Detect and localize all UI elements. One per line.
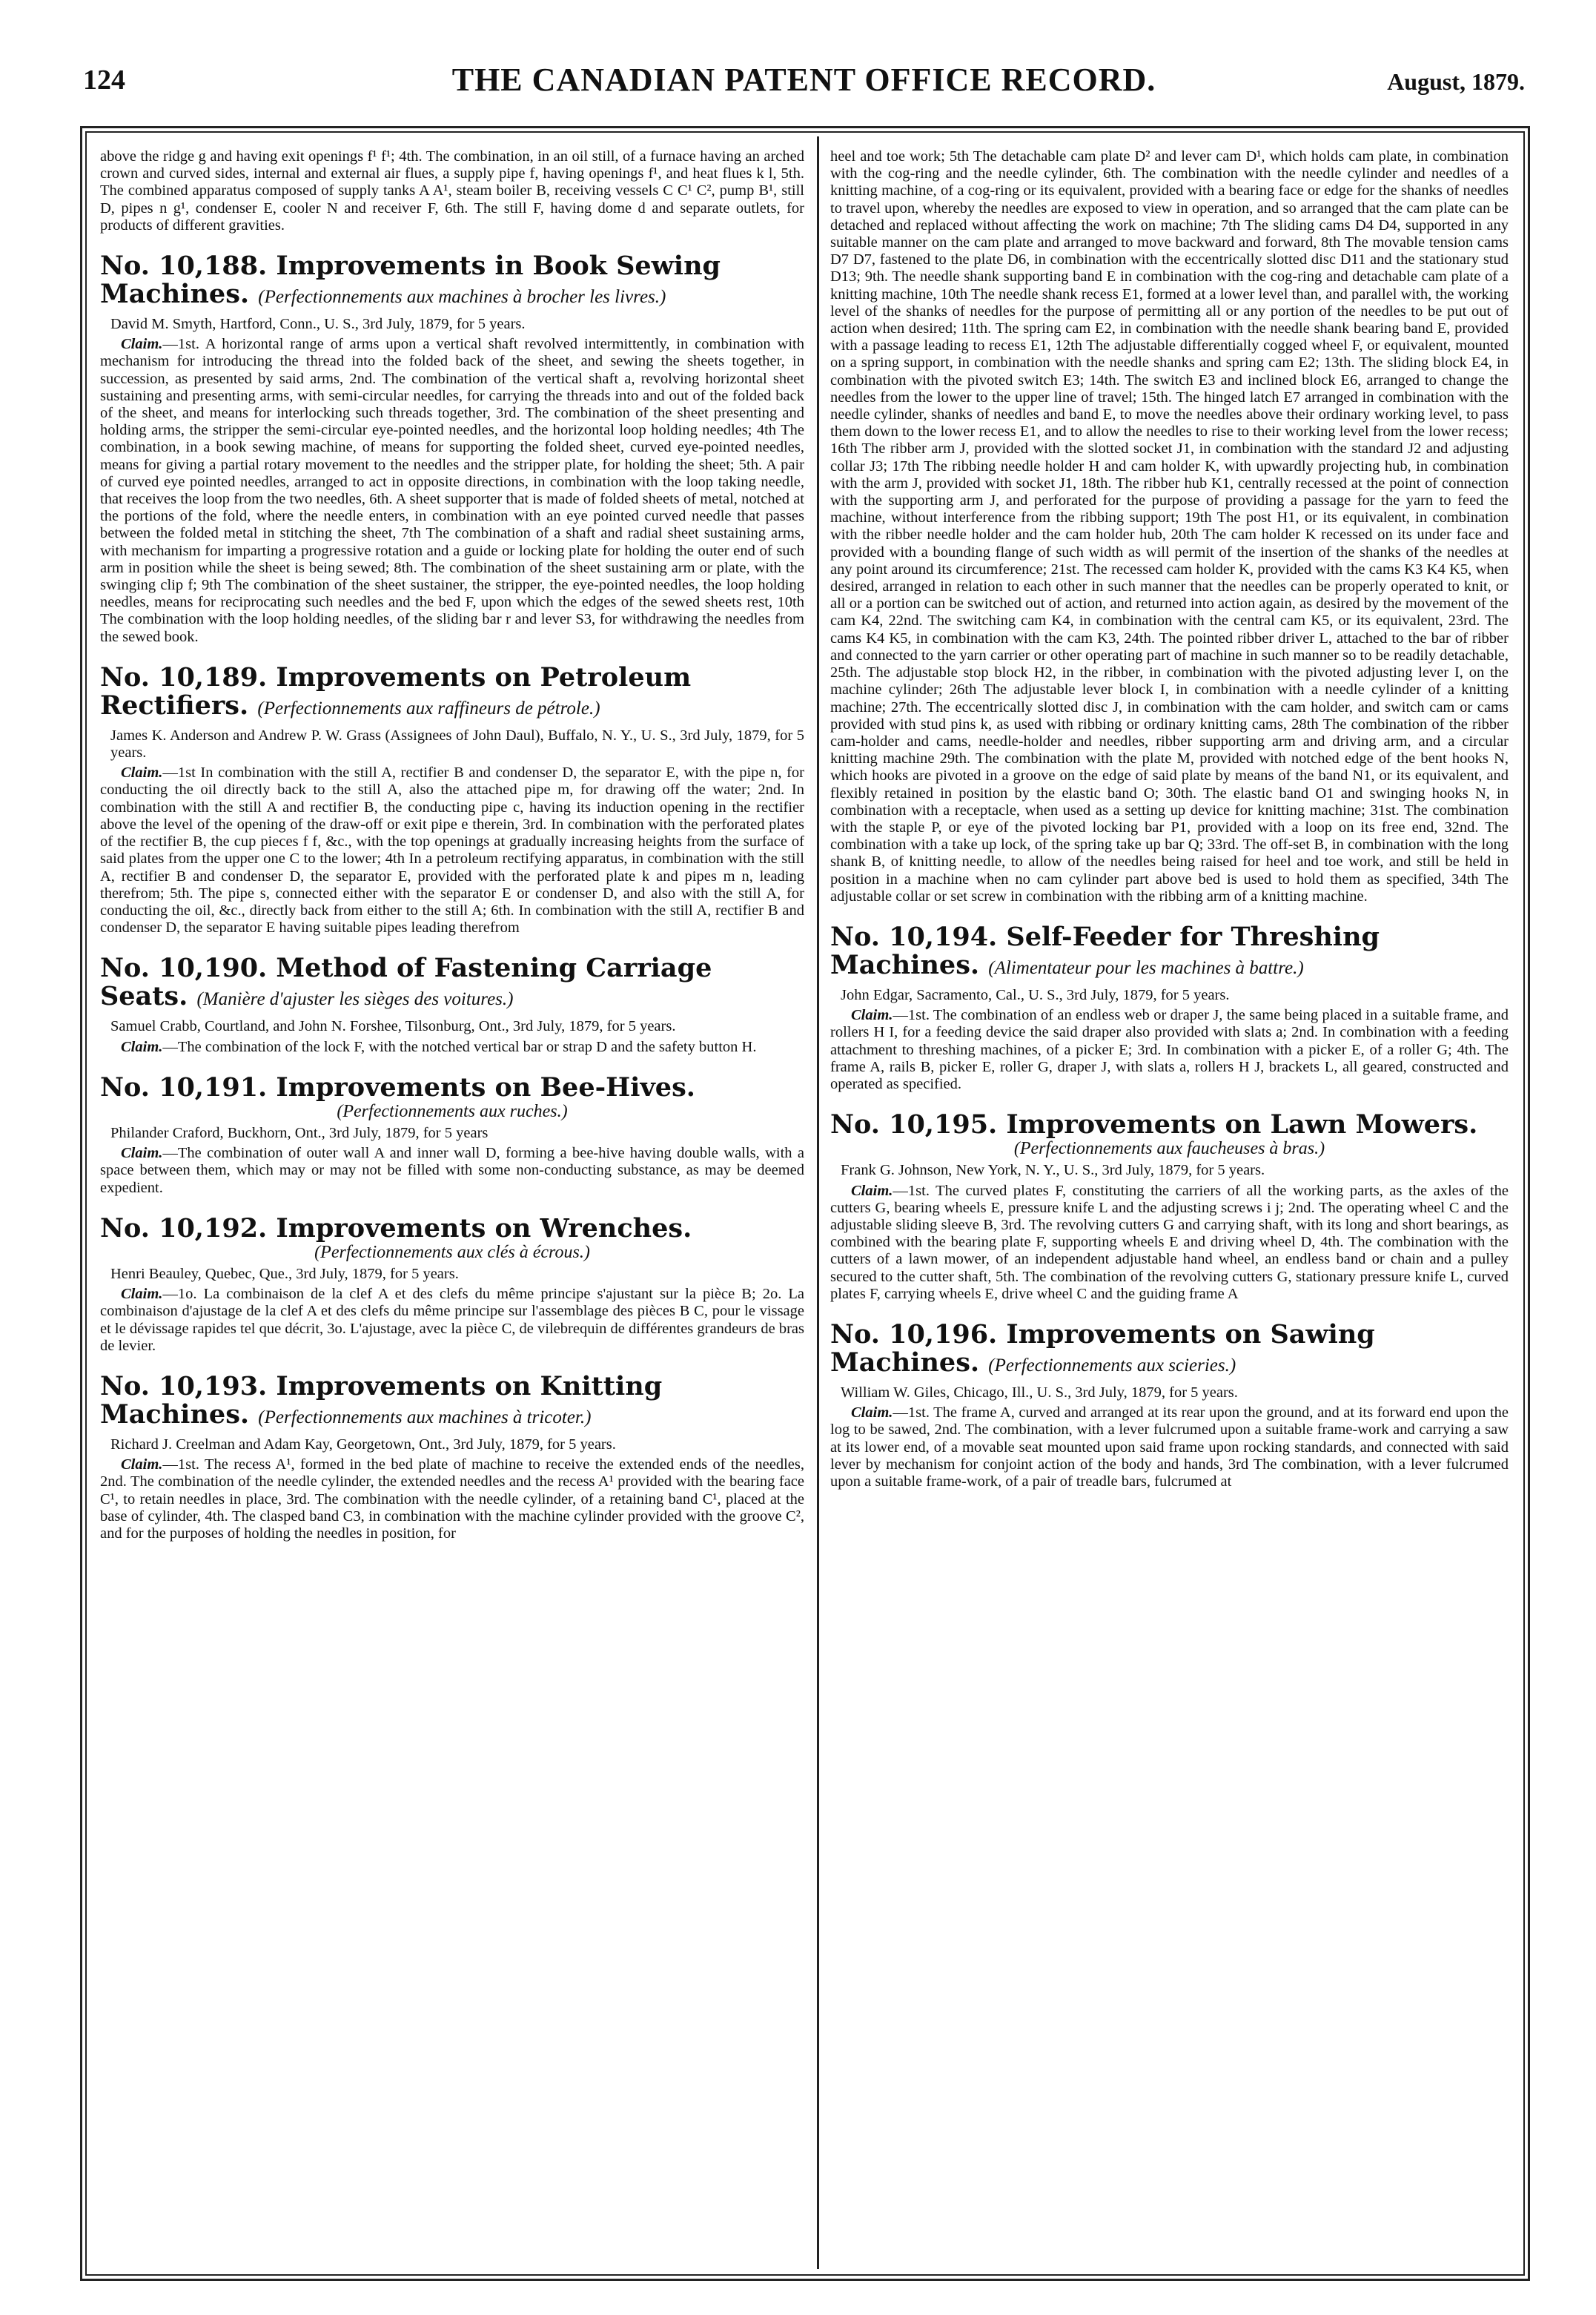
patent-title: No. 10,189. Improvements on Petroleum Rectifiers. (100, 661, 692, 721)
patent-inventor: James K. Anderson and Andrew P. W. Grass (Assignees of John Daul), Buffalo, N. Y., U. S., 3rd July, 1879, for 5 years. (110, 727, 804, 762)
claim-text: —1st In combination with the still A, rectifier B and condenser D, the separator E, with the pipe n, for conducting the oil directly back to the still A, also the attached pipe m, for drawing off the water; 2nd. In combination with the still A and rectifier B, the conducting pipe c, having its induction opening in the rectifier above the level of the opening of the draw-off or exit pipe e therein, 3rd. In combination with the perforated plates of the rectifier B, the cup pieces f f, &c., with the top openings at gradually increasing heights from the surface of said plates from the upper one C to the lower; 4th In a petroleum rectifying apparatus, in combination with the still A, rectifier B and condenser D, the separator E, provided with the perforated plate k and pipes m n, leading therefrom; 5th. The pipe s, connected either with the separator E or condenser D, and also with the still A, for conducting the oil, &c., directly back from either to the still A; 6th. In combination with the still A, rectifier B and condenser D, the separator E having suitable pipes leading therefrom (100, 764, 804, 937)
patent-title: No. 10,191. Improvements on Bee-Hives. (100, 1071, 695, 1103)
patent-entry (830, 1318, 1509, 1490)
patent-list (830, 923, 1509, 1490)
patent-french-title: (Manière d'ajuster les sièges des voitures.) (196, 989, 514, 1010)
patent-entry (100, 954, 804, 1055)
publication-title: THE CANADIAN PATENT OFFICE RECORD. (451, 62, 1156, 98)
patent-entry (100, 252, 804, 646)
claim-text: —1st. The combination of an endless web or draper J, the same being placed in a suitable frame, and rollers H I, for a feeding device the said draper also provided with slats a; 2nd. In combination with a feeding attachment to threshing machines, of a picker E; 3rd. In combination with a picker E, of a roller G; 4th. The frame A, rails B, picker E, roller G, draper J, with slats a, rollers H J, brackets L, all geared, constructed and operated as specified. (830, 1007, 1509, 1092)
claim-label: Claim. (121, 764, 163, 782)
patent-heading (100, 1370, 804, 1432)
patent-inventor: Samuel Crabb, Courtland, and John N. Forshee, Tilsonburg, Ont., 3rd July, 1879, for 5 years. (110, 1018, 676, 1035)
right-column (830, 148, 1509, 2262)
patent-french-title: (Perfectionnements aux machines à tricoter.) (258, 1407, 592, 1427)
claim-label: Claim. (121, 1286, 163, 1303)
patent-entry (100, 1071, 804, 1197)
claim-text: —1st. The frame A, curved and arranged at its rear upon the ground, and at its forward end upon the log to be sawed, 2nd. The combination, with a lever fulcrumed upon a suitable frame-work and carrying a saw at its lower end, of a movable seat mounted upon said frame upon rocking standards, and connected with said lever by mechanism for conjoint action of the body and hands, 3rd The combination, with a lever fulcrumed upon a suitable frame-work, of a pair of treadle bars, fulcrumed at (830, 1404, 1509, 1490)
claim-text: —The combination of outer wall A and inner wall D, forming a bee-hive having double walls, with a space between them, which may or may not be filled with some non-conducting substance, as may be deemed expedient. (100, 1145, 804, 1196)
patent-title: No. 10,188. Improvements in Book Sewing Machines. (100, 251, 721, 310)
patent-title: No. 10,194. Self-Feeder for Threshing Machines. (830, 921, 1380, 980)
patent-inventor: Henri Beauley, Quebec, Que., 3rd July, 1879, for 5 years. (110, 1265, 459, 1282)
patent-inventor: David M. Smyth, Hartford, Conn., U. S., 3rd July, 1879, for 5 years. (110, 316, 526, 333)
patent-inventor: Philander Craford, Buckhorn, Ont., 3rd July, 1879, for 5 years (110, 1124, 489, 1141)
patent-claim (100, 1286, 804, 1355)
patent-title: No. 10,192. Improvements on Wrenches. (100, 1212, 692, 1244)
patent-heading (100, 252, 804, 311)
patent-heading (100, 1212, 804, 1244)
patent-french-title: (Perfectionnements aux faucheuses à bras.) (1013, 1139, 1325, 1159)
patent-claim (100, 1456, 804, 1542)
claim-label: Claim. (851, 1182, 893, 1199)
patent-claim (100, 1145, 804, 1197)
patent-french-title: (Alimentateur pour les machines à battre.) (988, 957, 1304, 978)
patent-claim (100, 336, 804, 646)
claim-label: Claim. (121, 1038, 163, 1055)
patent-claim (100, 1039, 804, 1056)
patent-french-title: (Perfectionnements aux clés à écrous.) (314, 1242, 590, 1262)
claim-text: —1st. The curved plates F, constituting the carriers of all the working parts, as the axles of the cutters G, bearing wheels E, pressure knife L and the adjusting screws i j; 2nd. The operating wheel C and the adjustable sliding sleeve B, 3rd. The revolving cutters G and carrying shaft, with its long and short bearings, as combined with the bearing plate F, supporting wheels E and driving wheel D, 4th. The combination with the cutters of a lawn mower, of an independent adjustable hand wheel, an endless band or chain and a pulley secured to the cutter shaft, 5th. The combination of the revolving cutters G, stationary pressure knife L, curved plates F, carrying wheels E, drive wheel C and the guiding frame A (830, 1182, 1509, 1302)
patent-french-title: (Perfectionnements aux machines à brocher les livres.) (258, 287, 666, 308)
continued-text: heel and toe work; 5th The detachable cam plate D² and lever cam D¹, which holds cam plate, in combination with the cog-ring and the needle cylinder, 6th. The combination with the needle cylinder and needles of a knitting machine, of a cog-ring or its equivalent, provided with a bearing face or edge for the shanks of needles to travel upon, whereby the needles are exposed to view in operation, and so arranged that the cam plate can be detached and replaced without affecting the work on machine; 7th The sliding cams D4 D4, supported in any suitable manner on the cam plate and arranged to move backward and forward, 8th The movable tension cams D7 D7, fastened to the plate D6, in combination with the eccentrically slotted disc D11 and the stationary stud D13; 9th. The needle shank supporting band E in combination with the cog-ring and detachable cam plate of a knitting machine, 10th The needle shank recess E1, formed at a lower level than, and parallel with, the working level of the shanks of needles for the purpose of permitting all or any portion of the needles to be put out of action when desired; 11th. The spring cam E2, in combination with the needle shank bearing band E, provided with a passage leading to recess E1, 12th The adjustable differentially cogged wheel F, or equivalent, mounted on a spring support, in combination with the needle shanks and spring cam E2; 13th. The sliding block E4, in combination with the pivoted switch E3; 14th. The switch E3 and inclined block E6, arranged to change the needles from the lower to the upper line of travel; 15th. The hinged latch E7 arranged in combination with the needle cylinder, shanks of needles and band E, to move the needles above their ordinary working level, to pass them down to the lower recess E1, and to allow the needles to rise to their working level from the lower recess; 16th The ribber arm J, provided with the slotted socket J1, in combination with the standard J2 and adjusting collar J3; 17th The ribbing needle holder H and cam holder K, with upwardly projecting hub, in combination with the arm J, provided with socket J1, 18th. The ribber hub K1, centrally recessed at the point of connection with the supporting arm J, and perforated for the purpose of providing a passage for the yarn to feed the machine, without interference from the ribbing support; 19th The post H1, or its equivalent, in combination with the ribber needle holder and the cam holder hub, 20th The cam holder K recessed on its under face and provided with a bounding flange of such width as will permit of the insertion of the shanks of the needles at any point around its circumference; 21st. The recessed cam holder K, provided with the cams K3 K4 K5, when desired, arranged in relation to each other in such manner that the needles can be properly operated to knit, or all or a portion can be switched out of action, and returned into action again, as desired by the movement of the cam K4, 22nd. The switching cam K4, in combination with the central cam K5, or its equivalent, 23rd. The cams K4 K5, in combination with the cam K3, 24th. The pointed ribber driver L, attached to the bar of ribber and connected to the yarn carrier or other operating part of machine in such manner so to be readily detachable, 25th. The adjustable stop block H2, in the ribber, in combination with the pivoted adjusting lever I, on the machine cylinder; 26th The adjustable lever block I, in combination with a needle cylinder of a knitting machine; 27th. The eccentrically slotted disc J, in combination with the cam holder, and switch cam or cams provided with stud pins k, as used with ribbing or ordinary knitting cams, 28th The combination of the ribber cam-holder and cams, needle-holder and needles, ribber supporting arm and driving arm, and a circular knitting machine 29th. The combination with the plate M, provided with notched edge of the bent hooks N, which hooks are pivoted in a groove on the edge of said plate by means of the band N1, or its equivalent, and flexibly retained in position by the elastic band O; 30th. The elastic band O1 and swinging hooks N, in combination with a receptacle, when used as a setting up device for knitting machine; 31st. The combination with the staple P, or eye of the pivoted locking bar P1, provided with a loop on its free end, 32nd. The combination with a take up lock, of the spring take up bar Q; 33rd. The off-set B, in combination with the long shank B, of knitting needle, to allow of the needles being raised for heel and toe work, and still be held in position in a machine when no cam cylinder part above bed is used to hold them as specified, 34th The adjustable collar or set screw in combination with the ribbing arm of a knitting machine. (830, 148, 1509, 905)
patent-heading (100, 1071, 804, 1103)
patent-french-title: (Perfectionnements aux ruches.) (337, 1101, 568, 1121)
claim-label: Claim. (851, 1404, 893, 1421)
patent-claim (830, 1404, 1509, 1490)
issue-date: August, 1879. (1387, 68, 1525, 95)
patent-inventor: William W. Giles, Chicago, Ill., U. S., 3rd July, 1879, for 5 years. (841, 1384, 1238, 1401)
claim-text: —The combination of the lock F, with the notched vertical bar or strap D and the safety button H. (162, 1038, 757, 1055)
patent-entry (100, 661, 804, 937)
claim-text: —1st. The recess A¹, formed in the bed plate of machine to receive the extended ends of the needles, 2nd. The combination of the needle cylinder, the extended needles and the recess A¹ provided with the bearing face C¹, to retain needles in place, 3rd. The combination with the needle cylinder, of a retaining band C¹, placed at the base of cylinder, 4th. The clasped band C3, in combination with the machine cylinder provided with the groove C², and for the purposes of holding the needles in position, for (100, 1456, 804, 1542)
patent-title: No. 10,196. Improvements on Sawing Machines. (830, 1318, 1375, 1378)
patent-entry (100, 1212, 804, 1355)
page-header (83, 58, 1525, 102)
left-column (100, 148, 804, 2262)
patent-claim (830, 1183, 1509, 1303)
patent-title: No. 10,193. Improvements on Knitting Machines. (100, 1370, 663, 1430)
patent-claim (830, 1007, 1509, 1093)
claim-label: Claim. (121, 1145, 163, 1162)
continued-text: above the ridge g and having exit openings f¹ f¹; 4th. The combination, in an oil still, of a furnace having an arched crown and curved sides, internal and external air flues, a supply pipe f, having openings f¹, and heat flues k l, 5th. The combined apparatus composed of supply tanks A A¹, steam boiler B, receiving vessels C C¹ C², pump B¹, still D, pipes n g¹, condenser E, cooler N and receiver F, 6th. The still F, having dome d and separate outlets, for products of different gravities. (100, 148, 804, 234)
patent-title: No. 10,195. Improvements on Lawn Mowers. (830, 1109, 1478, 1140)
claim-text: —1st. A horizontal range of arms upon a vertical shaft revolved intermittently, in combination with mechanism for introducing the thread into the folded back of the sheet, and sewing the sheets together, in succession, as presented by said arms, 2nd. The combination of the vertical shaft a, revolving horizontal sheet sustaining and presenting arms, with semi-circular needles, for carrying the threads into and out of the folded back of the sheet, and means for interlocking such threads together, 3rd. The combination of the sheet presenting and holding arms, the stripper the semi-circular eye-pointed needles, and the horizontal loop holding needles; 4th The combination, in a book sewing machine, of means for supporting the folded sheet, curved eye-pointed needles, means for giving a partial rotary movement to the needles and the stripper plate, for holding the sheet; 5th. A pair of curved eye pointed needles, arranged to act in opposite directions, in combination with the loop taking needle, that receives the loop from the two needles, 6th. A sheet supporter that is made of folded sheets of metal, notched at the portions of the fold, where the needle enters, in combination with an eye pointed curved needle that passes between the folded metal in stitching the sheet, 7th The combination of a shaft and radial sheet sustaining arms, with mechanism for imparting a progressive rotation and a guide or locking plate for holding the outer end of such arm in position while the sheet is being sewed; 8th. The combination of the sheet sustaining arm or plate, with the swinging clip f; 9th The combination of the sheet sustainer, the stripper, the eye-pointed needles, the loop holding needles, means for reciprocating such needles and the bed F, upon which the edges of the sewed sheets rest, 10th The combination with the loop holding needles, of the sliding bar r and lever S3, for withdrawing the needles from the sewed book. (100, 336, 804, 645)
patent-entry (100, 1370, 804, 1542)
patent-title: No. 10,190. Method of Fastening Carriage Seats. (100, 953, 712, 1012)
patent-inventor: John Edgar, Sacramento, Cal., U. S., 3rd July, 1879, for 5 years. (841, 986, 1230, 1003)
patent-heading (830, 1318, 1509, 1380)
claim-label: Claim. (851, 1007, 893, 1024)
patent-heading (830, 923, 1509, 983)
patent-list (100, 252, 804, 1542)
column-divider (817, 136, 819, 2269)
patent-claim (100, 764, 804, 937)
patent-heading (830, 1111, 1509, 1139)
patent-entry (830, 1111, 1509, 1303)
claim-label: Claim. (121, 1456, 163, 1473)
patent-entry (830, 923, 1509, 1093)
patent-french-title: (Perfectionnements aux scieries.) (988, 1355, 1236, 1376)
patent-inventor: Frank G. Johnson, New York, N. Y., U. S., 3rd July, 1879, for 5 years. (841, 1162, 1265, 1179)
patent-inventor: Richard J. Creelman and Adam Kay, Georgetown, Ont., 3rd July, 1879, for 5 years. (110, 1436, 616, 1453)
claim-text: —1o. La combinaison de la clef A et des clefs du même principe s'ajustant sur la pièce B; 2o. La combinaison d'ajustage de la clef A et des clefs du même principe sur l'assemblage des pièces B C, pour le vissage et le dévissage rapides tel que décrit, 3o. L'ajustage, avec la pièce C, de vilebrequin de différentes grandeurs de bras de levier. (100, 1286, 804, 1354)
patent-french-title: (Perfectionnements aux raffineurs de pétrole.) (257, 698, 600, 719)
page-number: 124 (83, 65, 125, 96)
patent-heading (100, 954, 804, 1014)
claim-label: Claim. (121, 336, 163, 353)
patent-heading (100, 661, 804, 723)
